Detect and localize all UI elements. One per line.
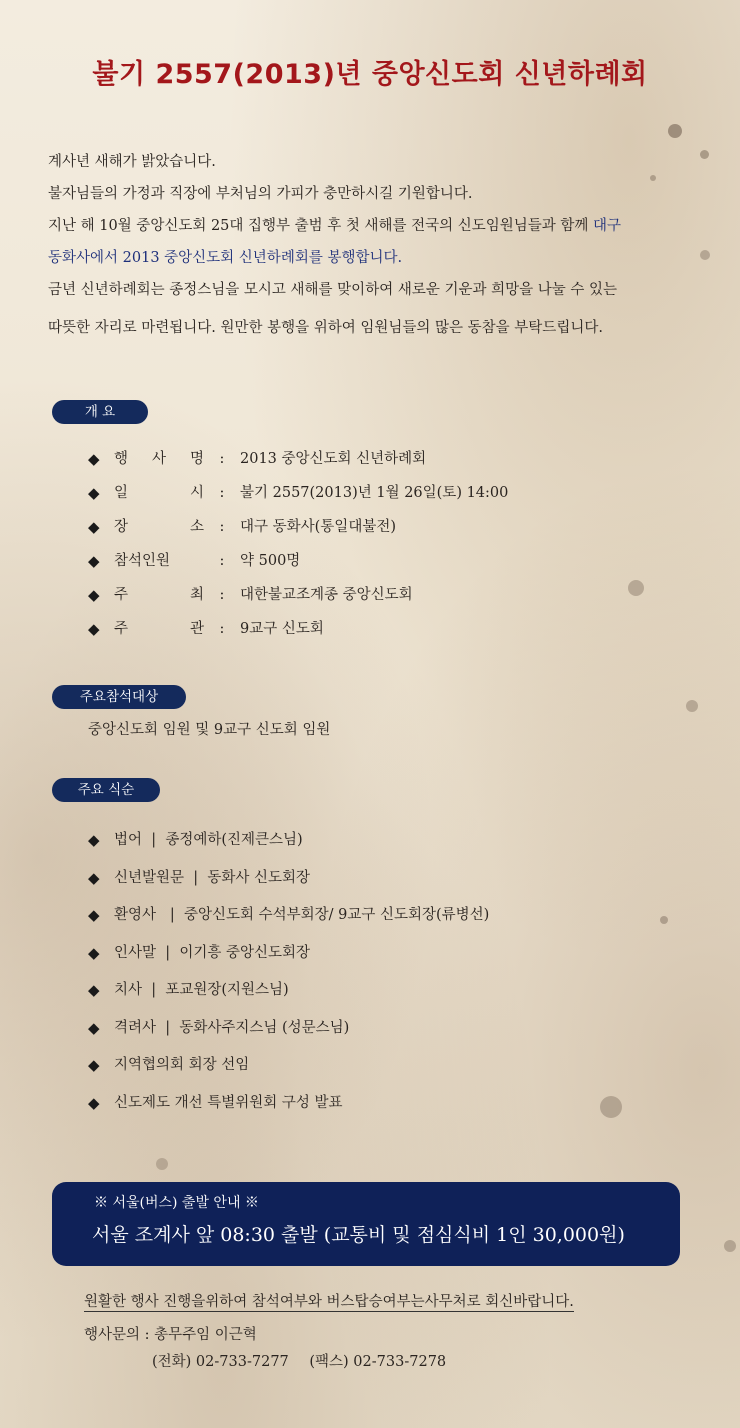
overview-label bbox=[114, 442, 204, 476]
overview-list bbox=[88, 442, 508, 646]
overview-colon: : bbox=[219, 485, 225, 501]
paper-spot bbox=[724, 1240, 736, 1252]
overview-label bbox=[114, 510, 204, 544]
overview-label-part: 일 bbox=[114, 485, 129, 501]
overview-value: 약 500명 bbox=[240, 553, 301, 569]
ceremony-item-text: 환영사 | 중앙신도회 수석부회장/ 9교구 신도회장(류병선) bbox=[114, 907, 490, 923]
diamond-icon: ◆ bbox=[88, 868, 100, 887]
overview-label-part: 행 bbox=[114, 451, 129, 467]
paper-spot bbox=[628, 580, 644, 596]
contact-person: 행사문의 : 총무주임 이근혁 bbox=[84, 1327, 257, 1343]
diamond-icon: ◆ bbox=[88, 981, 100, 999]
overview-label bbox=[114, 578, 204, 612]
paper-spot bbox=[668, 124, 682, 138]
overview-label-part: 참석인원 bbox=[114, 553, 171, 569]
overview-label-part: 소 bbox=[189, 519, 204, 535]
overview-label-part: 최 bbox=[189, 587, 204, 603]
diamond-icon: ◆ bbox=[88, 586, 100, 604]
diamond-icon: ◆ bbox=[88, 552, 100, 570]
intro-line: 불자님들의 가정과 직장에 부처님의 가피가 충만하시길 기원합니다. bbox=[48, 186, 473, 202]
overview-row bbox=[88, 544, 508, 578]
bus-notice-text: 서울 조계사 앞 08:30 출발 (교통비 및 점심식비 1인 30,000원) bbox=[92, 1224, 625, 1246]
ceremony-item bbox=[88, 935, 489, 973]
diamond-icon: ◆ bbox=[88, 1093, 100, 1112]
diamond-icon: ◆ bbox=[88, 1018, 100, 1037]
overview-row bbox=[88, 442, 508, 476]
paper-spot bbox=[600, 1096, 622, 1118]
diamond-icon: ◆ bbox=[88, 1056, 100, 1074]
overview-row bbox=[88, 578, 508, 612]
overview-label-part: 주 bbox=[114, 587, 129, 603]
overview-value: 9교구 신도회 bbox=[240, 621, 324, 637]
bus-notice-banner bbox=[52, 1182, 680, 1266]
overview-label-part: 관 bbox=[189, 621, 204, 637]
ceremony-item bbox=[88, 1047, 489, 1085]
overview-row bbox=[88, 510, 508, 544]
overview-value: 2013 중앙신도회 신년하례회 bbox=[240, 451, 427, 467]
phone-number: (전화) 02-733-7277 bbox=[152, 1354, 289, 1370]
ceremony-item-text: 격려사 | 동화사주지스님 (성문스님) bbox=[114, 1019, 350, 1036]
reply-notice: 원활한 행사 진행을위하여 참석여부와 버스탑승여부는사무처로 회신바랍니다. bbox=[84, 1290, 574, 1312]
intro-line-text: 지난 해 10월 중앙신도회 25대 집행부 출범 후 첫 새해를 전국의 신도임원님들과 함께 bbox=[48, 218, 594, 234]
overview-value: 대한불교조계종 중앙신도회 bbox=[240, 587, 413, 603]
overview-label bbox=[114, 612, 204, 646]
fax-number: (팩스) 02-733-7278 bbox=[309, 1354, 447, 1370]
page-title: 불기 2557(2013)년 중앙신도회 신년하례회 bbox=[92, 59, 648, 90]
diamond-icon: ◆ bbox=[88, 943, 100, 962]
paper-spot bbox=[660, 916, 668, 924]
diamond-icon: ◆ bbox=[88, 518, 100, 536]
overview-colon: : bbox=[219, 519, 225, 535]
overview-label-part: 시 bbox=[189, 485, 204, 501]
intro-text bbox=[48, 146, 698, 344]
overview-label-part: 명 bbox=[189, 451, 204, 467]
diamond-icon: ◆ bbox=[88, 450, 100, 468]
ceremony-item-text: 신도제도 개선 특별위원회 구성 발표 bbox=[114, 1094, 343, 1111]
paper-spot bbox=[686, 700, 698, 712]
diamond-icon: ◆ bbox=[88, 484, 100, 502]
intro-line: 금년 신년하례회는 종정스님을 모시고 새해를 맞이하여 새로운 기운과 희망을 나눌 수 있는 bbox=[48, 282, 617, 298]
overview-heading: 개 요 bbox=[52, 400, 148, 424]
diamond-icon: ◆ bbox=[88, 906, 100, 924]
intro-highlight-line: 동화사에서 2013 중앙신도회 신년하례회를 봉행합니다. bbox=[48, 250, 403, 266]
intro-line: 따뜻한 자리로 마련됩니다. 원만한 봉행을 위하여 임원님들의 많은 동참을 부탁드립니다. bbox=[48, 320, 603, 336]
diamond-icon: ◆ bbox=[88, 831, 100, 849]
ceremony-item-text: 치사 | 포교원장(지원스님) bbox=[114, 982, 289, 998]
overview-label bbox=[114, 476, 204, 510]
ceremony-item bbox=[88, 897, 489, 935]
paper-spot bbox=[156, 1158, 168, 1170]
ceremony-list bbox=[88, 822, 489, 1122]
ceremony-item bbox=[88, 822, 489, 860]
intro-line bbox=[48, 210, 698, 242]
target-text: 중앙신도회 임원 및 9교구 신도회 임원 bbox=[88, 722, 331, 738]
ceremony-item bbox=[88, 1085, 489, 1123]
ceremony-item bbox=[88, 1010, 489, 1048]
overview-row bbox=[88, 612, 508, 646]
ceremony-heading: 주요 식순 bbox=[52, 778, 160, 802]
diamond-icon: ◆ bbox=[88, 620, 100, 638]
overview-value: 대구 동화사(통일대불전) bbox=[240, 519, 396, 535]
overview-label-part: 주 bbox=[114, 621, 129, 637]
overview-label-part: 사 bbox=[151, 451, 166, 467]
paper-spot bbox=[700, 150, 709, 159]
overview-label bbox=[114, 544, 204, 578]
ceremony-item-text: 지역협의회 회장 선임 bbox=[114, 1057, 250, 1073]
overview-colon: : bbox=[219, 621, 225, 637]
overview-colon: : bbox=[219, 587, 225, 603]
ceremony-item-text: 인사말 | 이기흥 중앙신도회장 bbox=[114, 944, 311, 961]
ceremony-item bbox=[88, 860, 489, 898]
overview-label-part: 장 bbox=[114, 519, 129, 535]
intro-line: 계사년 새해가 밝았습니다. bbox=[48, 154, 216, 170]
ceremony-item-text: 신년발원문 | 동화사 신도회장 bbox=[114, 869, 311, 886]
target-heading: 주요참석대상 bbox=[52, 685, 186, 709]
contact-numbers bbox=[152, 1350, 462, 1371]
overview-colon: : bbox=[219, 451, 225, 467]
paper-spot bbox=[700, 250, 710, 260]
ceremony-item bbox=[88, 972, 489, 1010]
intro-highlight: 대구 bbox=[593, 218, 622, 234]
overview-row bbox=[88, 476, 508, 510]
bus-notice-heading: ※ 서울(버스) 출발 안내 ※ bbox=[94, 1195, 259, 1211]
overview-value: 불기 2557(2013)년 1월 26일(토) 14:00 bbox=[240, 485, 509, 501]
overview-colon: : bbox=[219, 553, 225, 569]
ceremony-item-text: 법어 | 종정예하(진제큰스님) bbox=[114, 832, 303, 848]
